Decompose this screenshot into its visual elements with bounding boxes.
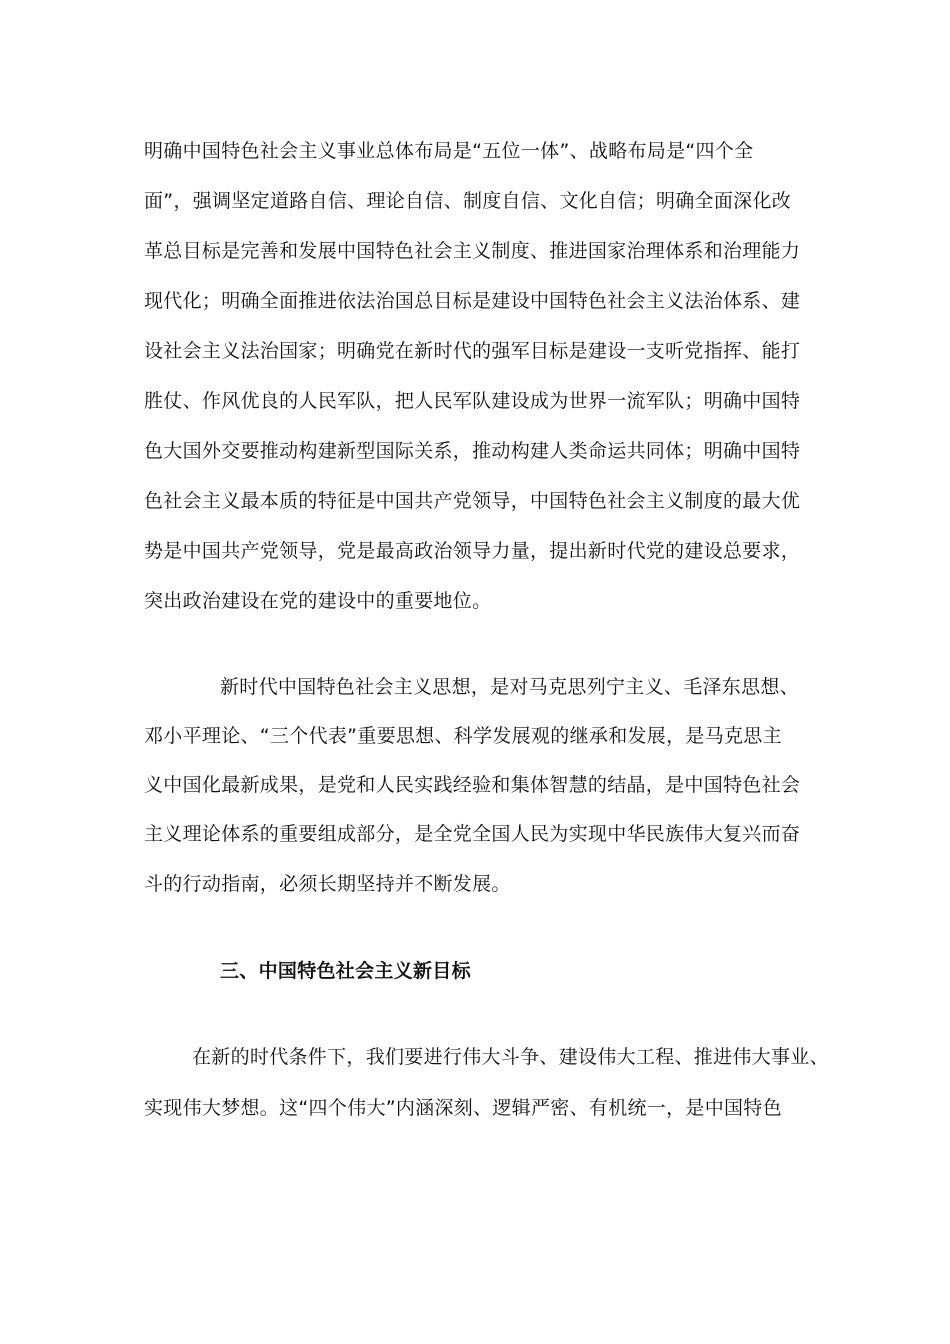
- paragraph-3-line: 在新的时代条件下，我们要进行伟大斗争、建设伟大工程、推进伟大事业、: [192, 1046, 829, 1068]
- paragraph-1-line: 明确中国特色社会主义事业总体布局是“五位一体”、战略布局是“四个全: [144, 140, 754, 162]
- paragraph-1-line: 胜仗、作风优良的人民军队，把人民军队建设成为世界一流军队；明确中国特: [144, 390, 801, 412]
- paragraph-1-line: 色社会主义最本质的特征是中国共产党领导，中国特色社会主义制度的最大优: [144, 490, 801, 512]
- paragraph-1-line: 色大国外交要推动构建新型国际关系，推动构建人类命运共同体；明确中国特: [144, 440, 801, 462]
- paragraph-2-line: 邓小平理论、“三个代表”重要思想、科学发展观的继承和发展，是马克思主: [144, 725, 782, 747]
- paragraph-1-line: 现代化；明确全面推进依法治国总目标是建设中国特色社会主义法治体系、建: [144, 290, 801, 312]
- paragraph-1-line: 势是中国共产党领导，党是最高政治领导力量，提出新时代党的建设总要求，: [144, 540, 801, 562]
- paragraph-2-line: 斗的行动指南，必须长期坚持并不断发展。: [144, 873, 511, 895]
- section-heading: 三、中国特色社会主义新目标: [220, 960, 471, 982]
- paragraph-2-line: 新时代中国特色社会主义思想，是对马克思列宁主义、毛泽东思想、: [220, 676, 800, 698]
- paragraph-1-line: 突出政治建设在党的建设中的重要地位。: [144, 590, 492, 612]
- paragraph-1-line: 设社会主义法治国家；明确党在新时代的强军目标是建设一支听党指挥、能打: [144, 340, 801, 362]
- paragraph-1-line: 革总目标是完善和发展中国特色社会主义制度、推进国家治理体系和治理能力: [144, 240, 801, 262]
- paragraph-2-line: 主义理论体系的重要组成部分，是全党全国人民为实现中华民族伟大复兴而奋: [144, 823, 801, 845]
- paragraph-3-line: 实现伟大梦想。这“四个伟大”内涵深刻、逻辑严密、有机统一，是中国特色: [144, 1097, 782, 1119]
- paragraph-2-line: 义中国化最新成果，是党和人民实践经验和集体智慧的结晶，是中国特色社会: [144, 774, 801, 796]
- paragraph-1-line: 面”，强调坚定道路自信、理论自信、制度自信、文化自信；明确全面深化改: [144, 190, 792, 212]
